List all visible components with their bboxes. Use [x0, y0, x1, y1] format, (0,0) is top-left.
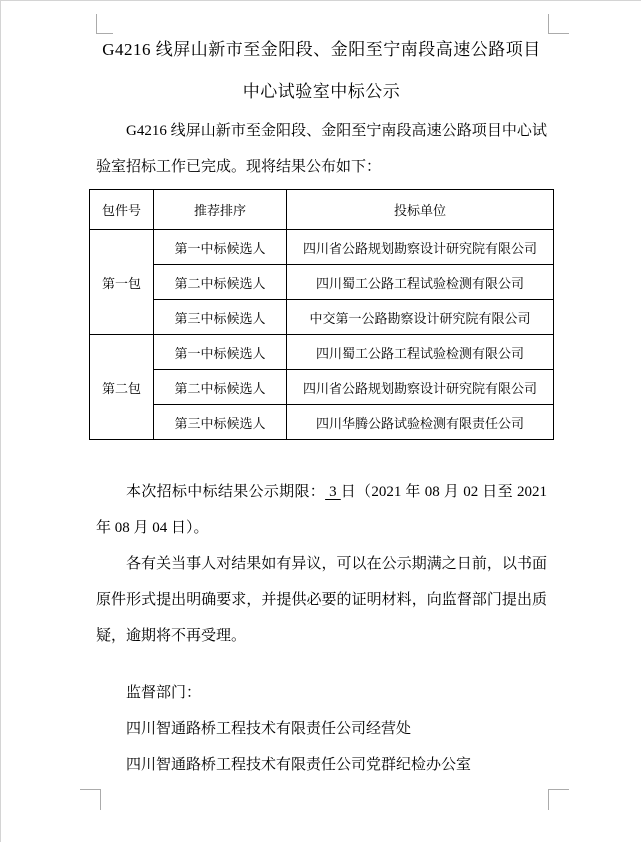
- table-row: [90, 405, 554, 440]
- table-header-row: [90, 190, 554, 230]
- column-header-rank: 推荐排序: [154, 190, 287, 230]
- table-row: [90, 230, 554, 265]
- table-row: [90, 335, 554, 370]
- column-header-bidder: 投标单位: [287, 190, 554, 230]
- period-prefix: 本次招标中标结果公示期限：: [126, 484, 326, 500]
- document-title-line-1: G4216 线屏山新市至金阳段、金阳至宁南段高速公路项目: [102, 40, 541, 59]
- table-row: [90, 300, 554, 335]
- margin-crop-mark-top-right: [548, 14, 569, 34]
- margin-crop-mark-bottom-right: [548, 789, 569, 810]
- supervision-department-1: 四川智通路桥工程技术有限责任公司经营处: [126, 721, 412, 737]
- rank-cell: 第二中标候选人: [154, 265, 287, 300]
- package-cell-1: 第一包: [90, 230, 154, 335]
- package-cell-2: 第二包: [90, 335, 154, 440]
- intro-paragraph: G4216 线屏山新市至金阳段、金阳至宁南段高速公路项目中心试验室招标工作已完成。现将结果公布如下：: [96, 123, 547, 175]
- table-row: [90, 265, 554, 300]
- rank-cell: 第三中标候选人: [154, 300, 287, 335]
- rank-cell: 第一中标候选人: [154, 230, 287, 265]
- publicity-period-paragraph: [96, 474, 547, 546]
- supervision-label: 监督部门：: [126, 685, 202, 701]
- objection-paragraph: 各有关当事人对结果如有异议，可以在公示期满之日前，以书面原件形式提出明确要求，并提供必要的证明材料，向监督部门提出质疑，逾期将不再受理。: [96, 556, 547, 644]
- margin-crop-mark-bottom-left: [80, 789, 101, 810]
- supervision-section: [96, 675, 547, 783]
- bidder-cell: 四川蜀工公路工程试验检测有限公司: [287, 335, 554, 370]
- supervision-department-2: 四川智通路桥工程技术有限责任公司党群纪检办公室: [126, 757, 472, 773]
- document-content: [1, 1, 641, 842]
- bid-result-table: [89, 189, 554, 440]
- margin-crop-mark-top-left: [96, 14, 113, 34]
- bidder-cell: 四川省公路规划勘察设计研究院有限公司: [287, 230, 554, 265]
- bidder-cell: 四川华腾公路试验检测有限责任公司: [287, 405, 554, 440]
- column-header-package: 包件号: [90, 190, 154, 230]
- bidder-cell: 中交第一公路勘察设计研究院有限公司: [287, 300, 554, 335]
- rank-cell: 第二中标候选人: [154, 370, 287, 405]
- document-title: [96, 29, 547, 113]
- table-row: [90, 370, 554, 405]
- document-title-line-2: 中心试验室中标公示: [242, 82, 401, 101]
- period-days-underlined: 3: [325, 484, 341, 500]
- rank-cell: 第三中标候选人: [154, 405, 287, 440]
- rank-cell: 第一中标候选人: [154, 335, 287, 370]
- bidder-cell: 四川省公路规划勘察设计研究院有限公司: [287, 370, 554, 405]
- bidder-cell: 四川蜀工公路工程试验检测有限公司: [287, 265, 554, 300]
- period-suffix: 日（2021 年 08 月 02 日至 2021 年 08 月 04 日）。: [96, 484, 547, 536]
